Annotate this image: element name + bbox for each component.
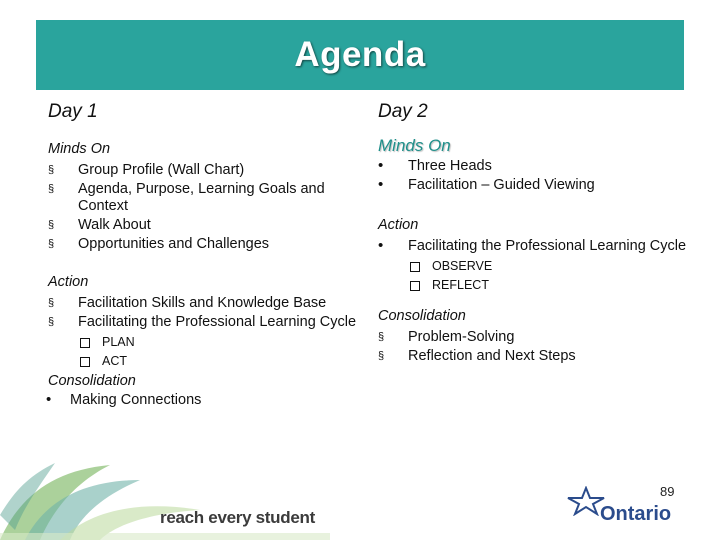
square-bullet-icon: § (48, 219, 55, 231)
day1-heading: Day 1 (48, 101, 98, 122)
sub-list-item: ACT (78, 352, 358, 371)
day2-minds-on-list (378, 157, 688, 194)
square-bullet-icon: § (378, 331, 385, 343)
day1-action-title: Action (48, 274, 89, 290)
checkbox-icon (80, 338, 90, 348)
list-item: § Agenda, Purpose, Learning Goals and Context (48, 181, 325, 214)
ontario-logo-text: Ontario (600, 503, 672, 525)
day1-consolidation-list (48, 391, 358, 409)
square-bullet-icon: § (48, 183, 55, 195)
list-item: • Making Connections (46, 391, 202, 408)
day1-consolidation-title: Consolidation (48, 373, 136, 389)
sub-list-item: PLAN (78, 333, 358, 352)
square-bullet-icon: § (48, 297, 55, 309)
sub-list-item: OBSERVE (408, 257, 688, 276)
square-bullet-icon: § (48, 164, 55, 176)
title-bar (36, 20, 684, 90)
day1-action-list (48, 294, 358, 371)
square-bullet-icon: § (48, 316, 55, 328)
day2-consolidation-title: Consolidation (378, 308, 466, 324)
checkbox-icon (80, 357, 90, 367)
sub-list-item: REFLECT (408, 276, 688, 295)
list-item: • Three Heads (378, 157, 492, 174)
list-item: § Group Profile (Wall Chart) (48, 162, 245, 178)
sub-list (78, 333, 358, 371)
day2-column (378, 100, 688, 366)
bullet-icon: • (378, 157, 384, 174)
bullet-icon: • (378, 176, 384, 193)
checkbox-icon (410, 262, 420, 272)
list-item: § Opportunities and Challenges (48, 236, 270, 252)
list-item: § Reflection and Next Steps (378, 348, 576, 364)
day2-minds-on-title: Minds On (378, 136, 451, 155)
slide-title: Agenda (294, 35, 426, 74)
day1-minds-on-title: Minds On (48, 141, 111, 157)
sub-list (408, 257, 688, 295)
list-item: § Problem-Solving (378, 329, 515, 345)
day2-consolidation-list (378, 328, 688, 365)
list-item: § Facilitating the Professional Learning Cycle PLAN ACT (48, 313, 358, 371)
day1-minds-on-list (48, 161, 358, 253)
slogan: reach every student (160, 508, 315, 527)
list-item: § Walk About (48, 217, 151, 233)
square-bullet-icon: § (48, 238, 55, 250)
day1-column (48, 100, 358, 410)
square-bullet-icon: § (378, 350, 385, 362)
page-number: 89 (660, 484, 675, 499)
list-item: § Facilitation Skills and Knowledge Base (48, 295, 327, 311)
bullet-icon: • (378, 237, 384, 254)
checkbox-icon (410, 281, 420, 291)
list-item: • Facilitation – Guided Viewing (378, 176, 595, 193)
day2-heading: Day 2 (378, 101, 428, 122)
bullet-icon: • (46, 391, 52, 408)
day2-action-list (378, 237, 688, 295)
day2-action-title: Action (378, 217, 419, 233)
list-item: • Facilitating the Professional Learning Cycle OBSERVE REFLECT (378, 237, 688, 295)
